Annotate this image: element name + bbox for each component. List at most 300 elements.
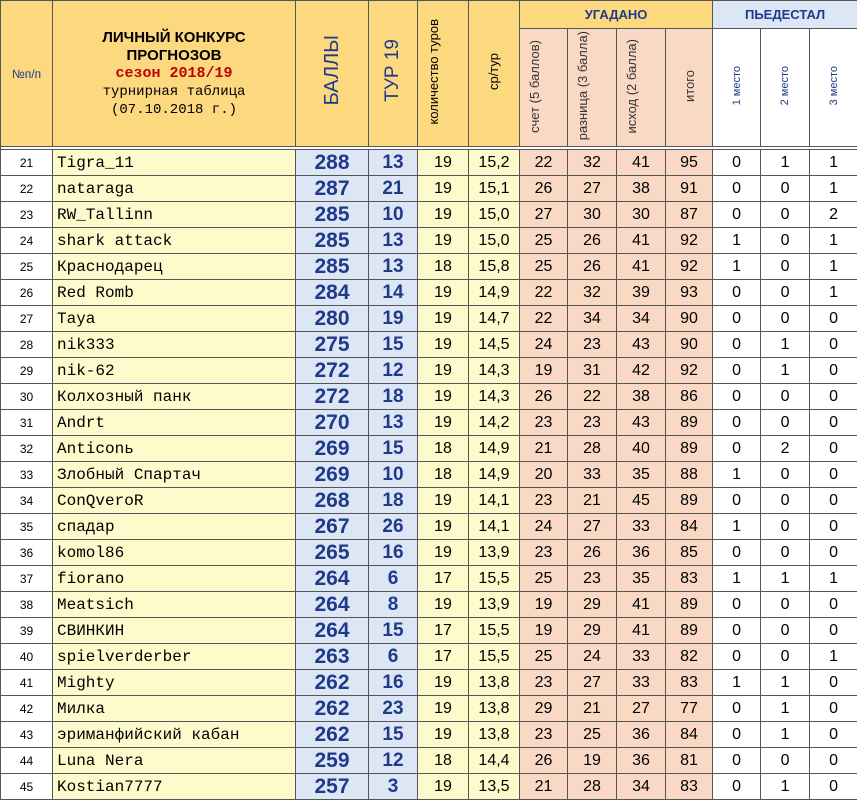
table-row [1,176,857,202]
podium-3-cell: 1 [810,254,857,280]
guessed-diff-cell: 27 [568,176,617,202]
tours-count-cell: 19 [418,332,469,358]
header-podium-3: 3 место [810,29,857,147]
avg-cell: 13,8 [469,670,520,696]
guessed-total-cell: 93 [666,280,713,306]
guessed-diff-cell: 19 [568,748,617,774]
guessed-diff-cell: 26 [568,540,617,566]
table-row [1,436,857,462]
guessed-diff-cell: 26 [568,228,617,254]
guessed-score-cell: 25 [520,566,568,592]
points-cell: 275 [296,332,369,358]
tours-count-cell: 19 [418,540,469,566]
row-number: 28 [1,332,53,358]
podium-2-cell: 0 [761,462,810,488]
row-number: 22 [1,176,53,202]
avg-cell: 14,5 [469,332,520,358]
guessed-diff-cell: 23 [568,566,617,592]
podium-2-cell: 2 [761,436,810,462]
tours-count-cell: 19 [418,410,469,436]
podium-2-cell: 1 [761,722,810,748]
podium-1-cell: 1 [713,462,761,488]
participant-name: nataraga [53,176,296,202]
header-points: БАЛЛЫ [296,1,369,147]
tour-points-cell: 8 [369,592,418,618]
guessed-total-cell: 95 [666,150,713,176]
podium-2-cell: 1 [761,696,810,722]
avg-cell: 13,8 [469,696,520,722]
tour-points-cell: 18 [369,488,418,514]
points-cell: 284 [296,280,369,306]
podium-2-cell: 0 [761,202,810,228]
podium-3-cell: 1 [810,566,857,592]
guessed-diff-cell: 25 [568,722,617,748]
header-avg: ср/тур [469,1,520,147]
participant-name: Luna Nera [53,748,296,774]
tour-points-cell: 13 [369,410,418,436]
guessed-diff-cell: 29 [568,618,617,644]
participant-name: nik333 [53,332,296,358]
tours-count-cell: 19 [418,488,469,514]
tours-count-cell: 19 [418,384,469,410]
tour-points-cell: 6 [369,566,418,592]
podium-1-cell: 0 [713,488,761,514]
guessed-score-cell: 23 [520,488,568,514]
podium-1-cell: 0 [713,592,761,618]
guessed-total-cell: 84 [666,722,713,748]
guessed-total-cell: 83 [666,566,713,592]
guessed-score-cell: 23 [520,540,568,566]
participant-name: Милка [53,696,296,722]
guessed-total-cell: 89 [666,618,713,644]
tours-count-cell: 19 [418,670,469,696]
guessed-score-cell: 23 [520,722,568,748]
points-cell: 264 [296,618,369,644]
podium-2-cell: 0 [761,540,810,566]
table-row [1,410,857,436]
points-cell: 288 [296,150,369,176]
participant-name: fiorano [53,566,296,592]
tour-points-cell: 15 [369,618,418,644]
guessed-outcome-cell: 33 [617,670,666,696]
podium-2-cell: 0 [761,618,810,644]
title-line-2: ПРОГНОЗОВ [126,46,222,64]
tours-count-cell: 19 [418,722,469,748]
table-row [1,592,857,618]
podium-2-cell: 0 [761,488,810,514]
guessed-total-cell: 92 [666,358,713,384]
tour-points-cell: 19 [369,306,418,332]
avg-cell: 15,5 [469,566,520,592]
podium-1-cell: 0 [713,644,761,670]
guessed-score-cell: 19 [520,618,568,644]
podium-2-cell: 0 [761,644,810,670]
tours-count-cell: 19 [418,358,469,384]
points-cell: 272 [296,358,369,384]
guessed-score-cell: 26 [520,176,568,202]
podium-1-cell: 0 [713,748,761,774]
podium-2-cell: 0 [761,176,810,202]
podium-1-cell: 0 [713,306,761,332]
avg-cell: 14,7 [469,306,520,332]
guessed-outcome-cell: 39 [617,280,666,306]
participant-name: эриманфийский кабан [53,722,296,748]
table-row [1,228,857,254]
podium-3-cell: 0 [810,540,857,566]
tour-points-cell: 15 [369,332,418,358]
avg-cell: 15,0 [469,202,520,228]
header-guessed-group: УГАДАНО [520,1,713,29]
header-title-block [53,1,296,147]
guessed-total-cell: 89 [666,410,713,436]
guessed-outcome-cell: 41 [617,618,666,644]
guessed-outcome-cell: 45 [617,488,666,514]
title-line-1: ЛИЧНЫЙ КОНКУРС [102,28,246,46]
points-cell: 262 [296,696,369,722]
participant-name: Краснодарец [53,254,296,280]
header-tour: ТУР 19 [369,1,418,147]
guessed-diff-cell: 27 [568,514,617,540]
row-number: 23 [1,202,53,228]
guessed-outcome-cell: 33 [617,644,666,670]
podium-1-cell: 0 [713,280,761,306]
avg-cell: 13,8 [469,722,520,748]
date-label: (07.10.2018 г.) [110,101,238,118]
guessed-diff-cell: 27 [568,670,617,696]
row-number: 41 [1,670,53,696]
guessed-score-cell: 23 [520,670,568,696]
row-number: 25 [1,254,53,280]
table-row [1,644,857,670]
tour-points-cell: 12 [369,358,418,384]
tours-count-cell: 19 [418,176,469,202]
table-row [1,540,857,566]
guessed-score-cell: 25 [520,254,568,280]
header-guessed-total: итого [666,29,713,147]
avg-cell: 15,2 [469,150,520,176]
points-cell: 285 [296,254,369,280]
tours-count-cell: 18 [418,254,469,280]
guessed-outcome-cell: 36 [617,722,666,748]
guessed-outcome-cell: 38 [617,176,666,202]
header-num: №п/п [1,1,53,147]
tours-count-cell: 19 [418,202,469,228]
participant-name: spielverderber [53,644,296,670]
guessed-total-cell: 88 [666,462,713,488]
guessed-outcome-cell: 36 [617,540,666,566]
guessed-outcome-cell: 27 [617,696,666,722]
podium-2-cell: 0 [761,228,810,254]
tour-points-cell: 6 [369,644,418,670]
avg-cell: 14,1 [469,514,520,540]
guessed-score-cell: 24 [520,514,568,540]
header-podium-1: 1 место [713,29,761,147]
guessed-score-cell: 27 [520,202,568,228]
participant-name: komol86 [53,540,296,566]
table-row [1,514,857,540]
podium-3-cell: 0 [810,748,857,774]
podium-1-cell: 1 [713,514,761,540]
guessed-diff-cell: 22 [568,384,617,410]
points-cell: 267 [296,514,369,540]
row-number: 32 [1,436,53,462]
avg-cell: 15,1 [469,176,520,202]
points-cell: 264 [296,566,369,592]
table-row [1,358,857,384]
avg-cell: 14,3 [469,358,520,384]
podium-1-cell: 1 [713,228,761,254]
points-cell: 265 [296,540,369,566]
points-cell: 257 [296,774,369,800]
podium-1-cell: 0 [713,618,761,644]
participant-name: спадар [53,514,296,540]
points-cell: 263 [296,644,369,670]
guessed-diff-cell: 33 [568,462,617,488]
podium-2-cell: 0 [761,306,810,332]
tour-points-cell: 26 [369,514,418,540]
participant-name: Anticonь [53,436,296,462]
podium-3-cell: 2 [810,202,857,228]
participant-name: Колхозный панк [53,384,296,410]
guessed-outcome-cell: 41 [617,254,666,280]
tours-count-cell: 19 [418,514,469,540]
podium-3-cell: 1 [810,228,857,254]
tours-count-cell: 19 [418,150,469,176]
avg-cell: 15,5 [469,618,520,644]
tour-points-cell: 13 [369,150,418,176]
guessed-score-cell: 21 [520,436,568,462]
guessed-outcome-cell: 34 [617,774,666,800]
podium-2-cell: 0 [761,592,810,618]
podium-3-cell: 0 [810,462,857,488]
guessed-diff-cell: 21 [568,488,617,514]
tour-points-cell: 16 [369,540,418,566]
guessed-score-cell: 29 [520,696,568,722]
points-cell: 272 [296,384,369,410]
avg-cell: 14,9 [469,436,520,462]
avg-cell: 14,1 [469,488,520,514]
guessed-total-cell: 81 [666,748,713,774]
guessed-score-cell: 22 [520,306,568,332]
table-row [1,774,857,800]
tour-points-cell: 14 [369,280,418,306]
podium-3-cell: 0 [810,618,857,644]
podium-2-cell: 1 [761,774,810,800]
points-cell: 268 [296,488,369,514]
avg-cell: 15,5 [469,644,520,670]
points-cell: 262 [296,670,369,696]
guessed-score-cell: 21 [520,774,568,800]
participant-name: Kostian7777 [53,774,296,800]
tours-count-cell: 19 [418,306,469,332]
row-number: 45 [1,774,53,800]
guessed-total-cell: 91 [666,176,713,202]
guessed-total-cell: 84 [666,514,713,540]
tours-count-cell: 17 [418,618,469,644]
guessed-outcome-cell: 41 [617,592,666,618]
podium-2-cell: 0 [761,410,810,436]
podium-1-cell: 1 [713,566,761,592]
table-row [1,670,857,696]
row-number: 40 [1,644,53,670]
guessed-diff-cell: 23 [568,410,617,436]
tours-count-cell: 19 [418,280,469,306]
guessed-diff-cell: 34 [568,306,617,332]
tour-points-cell: 15 [369,436,418,462]
participant-name: nik-62 [53,358,296,384]
header-guessed-score: счет (5 баллов) [520,29,568,147]
row-number: 34 [1,488,53,514]
podium-3-cell: 1 [810,176,857,202]
participant-name: СВИНКИН [53,618,296,644]
guessed-score-cell: 22 [520,150,568,176]
guessed-total-cell: 90 [666,332,713,358]
podium-1-cell: 0 [713,202,761,228]
guessed-score-cell: 25 [520,228,568,254]
avg-cell: 14,9 [469,280,520,306]
row-number: 43 [1,722,53,748]
season-label: сезон 2018/19 [115,64,233,82]
tour-points-cell: 23 [369,696,418,722]
guessed-diff-cell: 28 [568,774,617,800]
podium-1-cell: 0 [713,436,761,462]
table-row [1,722,857,748]
tours-count-cell: 17 [418,566,469,592]
tour-points-cell: 12 [369,748,418,774]
guessed-outcome-cell: 40 [617,436,666,462]
row-number: 44 [1,748,53,774]
row-number: 21 [1,150,53,176]
row-number: 27 [1,306,53,332]
table-row [1,696,857,722]
points-cell: 285 [296,228,369,254]
podium-2-cell: 0 [761,748,810,774]
guessed-total-cell: 85 [666,540,713,566]
tour-points-cell: 21 [369,176,418,202]
podium-2-cell: 1 [761,566,810,592]
podium-1-cell: 0 [713,384,761,410]
podium-2-cell: 1 [761,150,810,176]
points-cell: 269 [296,436,369,462]
guessed-total-cell: 83 [666,670,713,696]
podium-3-cell: 0 [810,410,857,436]
guessed-total-cell: 89 [666,488,713,514]
row-number: 42 [1,696,53,722]
guessed-total-cell: 87 [666,202,713,228]
guessed-outcome-cell: 33 [617,514,666,540]
podium-3-cell: 1 [810,150,857,176]
avg-cell: 13,5 [469,774,520,800]
guessed-score-cell: 26 [520,748,568,774]
table-row [1,150,857,176]
podium-3-cell: 0 [810,332,857,358]
table-header [1,1,857,150]
tour-points-cell: 13 [369,228,418,254]
participant-name: Tigra_11 [53,150,296,176]
podium-1-cell: 0 [713,358,761,384]
tour-points-cell: 10 [369,462,418,488]
avg-cell: 14,4 [469,748,520,774]
tours-count-cell: 19 [418,228,469,254]
avg-cell: 15,0 [469,228,520,254]
avg-cell: 14,3 [469,384,520,410]
guessed-outcome-cell: 43 [617,410,666,436]
podium-3-cell: 1 [810,280,857,306]
podium-2-cell: 1 [761,332,810,358]
guessed-total-cell: 92 [666,228,713,254]
guessed-total-cell: 92 [666,254,713,280]
guessed-outcome-cell: 41 [617,150,666,176]
tours-count-cell: 18 [418,462,469,488]
avg-cell: 15,8 [469,254,520,280]
avg-cell: 14,2 [469,410,520,436]
table-row [1,462,857,488]
table-row [1,618,857,644]
guessed-diff-cell: 21 [568,696,617,722]
subtitle-label: турнирная таблица [102,83,246,100]
row-number: 38 [1,592,53,618]
table-row [1,202,857,228]
podium-3-cell: 0 [810,696,857,722]
row-number: 33 [1,462,53,488]
guessed-score-cell: 22 [520,280,568,306]
tours-count-cell: 18 [418,436,469,462]
guessed-diff-cell: 29 [568,592,617,618]
guessed-score-cell: 23 [520,410,568,436]
podium-2-cell: 1 [761,358,810,384]
tour-points-cell: 3 [369,774,418,800]
guessed-outcome-cell: 34 [617,306,666,332]
guessed-diff-cell: 31 [568,358,617,384]
podium-3-cell: 0 [810,722,857,748]
podium-2-cell: 1 [761,670,810,696]
podium-3-cell: 0 [810,670,857,696]
podium-3-cell: 0 [810,774,857,800]
guessed-total-cell: 89 [666,436,713,462]
tour-points-cell: 15 [369,722,418,748]
row-number: 29 [1,358,53,384]
podium-2-cell: 0 [761,384,810,410]
podium-1-cell: 0 [713,774,761,800]
guessed-outcome-cell: 42 [617,358,666,384]
participant-name: shark attack [53,228,296,254]
row-number: 39 [1,618,53,644]
row-number: 30 [1,384,53,410]
guessed-diff-cell: 32 [568,280,617,306]
row-number: 36 [1,540,53,566]
podium-1-cell: 0 [713,410,761,436]
table-row [1,332,857,358]
guessed-outcome-cell: 36 [617,748,666,774]
table-row [1,280,857,306]
guessed-outcome-cell: 35 [617,566,666,592]
row-number: 35 [1,514,53,540]
points-cell: 285 [296,202,369,228]
table-row [1,306,857,332]
participant-name: Taya [53,306,296,332]
table-body [1,150,857,800]
guessed-diff-cell: 26 [568,254,617,280]
avg-cell: 14,9 [469,462,520,488]
participant-name: Meatsich [53,592,296,618]
participant-name: Red Romb [53,280,296,306]
podium-2-cell: 0 [761,514,810,540]
guessed-score-cell: 26 [520,384,568,410]
points-cell: 270 [296,410,369,436]
podium-2-cell: 0 [761,254,810,280]
podium-1-cell: 0 [713,332,761,358]
row-number: 26 [1,280,53,306]
